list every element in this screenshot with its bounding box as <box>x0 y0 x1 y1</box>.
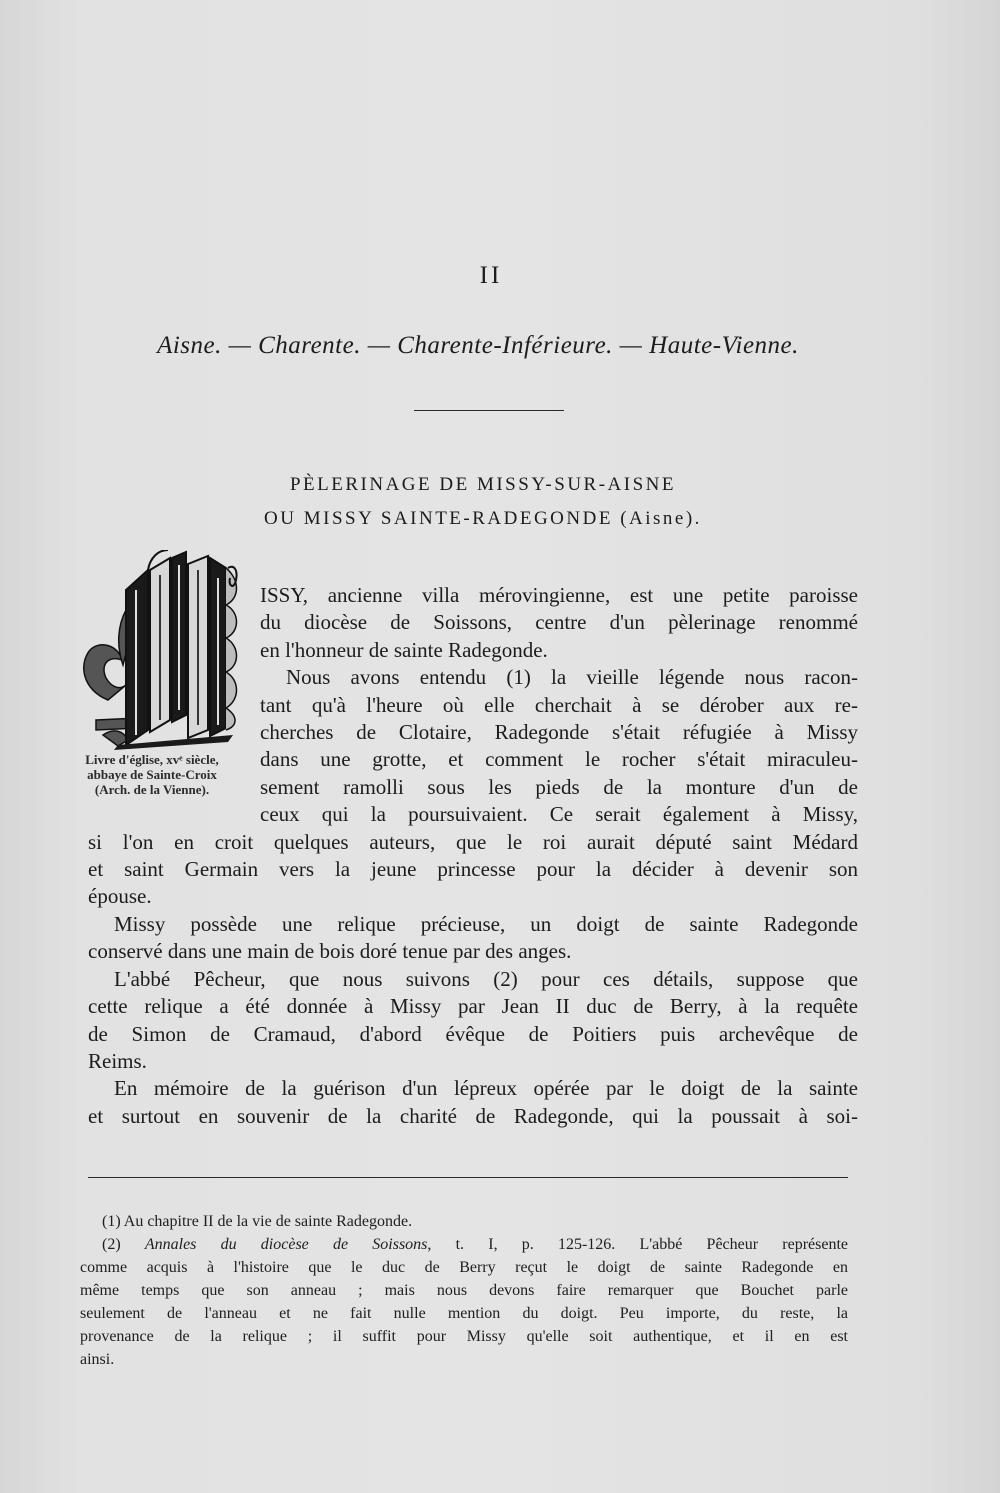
footnote-2-first-line <box>80 1233 848 1256</box>
body-line: Missy possède une relique précieuse, un doigt de sainte Radegonde <box>114 911 858 936</box>
footnote-separator <box>88 1177 848 1178</box>
footnote-line: seulement de l'anneau et ne fait nulle mention du doigt. Peu importe, du reste, la <box>80 1305 848 1322</box>
chapter-number: II <box>479 262 503 289</box>
caption-line: (Arch. de la Vienne). <box>94 782 210 797</box>
footnote-line: ainsi. <box>80 1351 115 1368</box>
body-line: en l'honneur de sainte Radegonde. <box>260 637 548 662</box>
body-line: épouse. <box>88 884 152 909</box>
body-line: et surtout en souvenir de la charité de Radegonde, qui la poussait à soi- <box>88 1103 858 1128</box>
footnote-2-rest: , t. I, p. 125-126. L'abbé Pêcheur représente <box>427 1236 849 1253</box>
caption-line: Livre d'église, xvᵉ siècle, <box>85 752 219 767</box>
body-line: dans une grotte, et comment le rocher s'était miraculeu- <box>260 747 858 772</box>
body-line: Nous avons entendu (1) la vieille légende nous racon- <box>286 665 858 690</box>
body-line: cette relique a été donnée à Missy par Jean II duc de Berry, à la requête <box>88 994 858 1019</box>
footnote-line: provenance de la relique ; il suffit pour Missy qu'elle soit authentique, et il en est <box>80 1328 848 1345</box>
footnotes <box>80 1210 848 1371</box>
section-title-line-1: PÈLERINAGE DE MISSY-SUR-AISNE <box>289 474 676 495</box>
footnote-line: même temps que son anneau ; mais nous devons faire remarquer que Bouchet parle <box>80 1282 848 1299</box>
body-line: si l'on en croit quelques auteurs, que le roi aurait député saint Médard <box>88 829 858 854</box>
body-line: En mémoire de la guérison d'un lépreux opérée par le doigt de la sainte <box>114 1076 858 1101</box>
chapter-departments: Aisne. — Charente. — Charente-Inférieure. — Haute-Vienne. <box>157 332 799 359</box>
caption-line: abbaye de Sainte-Croix <box>87 767 217 782</box>
body-line: cherches de Clotaire, Radegonde s'était réfugiée à Missy <box>260 720 858 745</box>
separator-rule <box>414 410 564 411</box>
body-line: de Simon de Cramaud, d'abord évêque de Poitiers puis archevêque de <box>88 1021 858 1046</box>
footnote-1: (1) Au chapitre II de la vie de sainte Radegonde. <box>102 1213 413 1230</box>
body-line: ISSY, ancienne villa mérovingienne, est une petite paroisse <box>260 583 858 607</box>
section-title-line-2: OU MISSY SAINTE-RADEGONDE (Aisne). <box>264 508 702 529</box>
body-line: tant qu'à l'heure où elle cherchait à se dérober aux re- <box>260 692 858 717</box>
footnote-line: comme acquis à l'histoire que le duc de Berry reçut le doigt de sainte Radegonde en <box>80 1259 848 1276</box>
body-line: L'abbé Pêcheur, que nous suivons (2) pour ces détails, suppose que <box>114 966 858 991</box>
footnote-2-title: Annales du diocèse de Soissons <box>144 1236 428 1253</box>
body-line: ceux qui la poursuivaient. Ce serait également à Missy, <box>260 802 858 827</box>
footnote-2-marker: (2) <box>102 1236 145 1253</box>
body-text <box>88 582 858 1130</box>
body-line: conservé dans une main de bois doré tenue par des anges. <box>88 939 572 964</box>
body-line: sement ramolli sous les pieds de la monture d'un de <box>260 774 858 799</box>
body-line: et saint Germain vers la jeune princesse pour la décider à devenir son <box>88 857 858 882</box>
body-line: du diocèse de Soissons, centre d'un pèlerinage renommé <box>260 610 858 635</box>
body-line: Reims. <box>88 1048 147 1073</box>
